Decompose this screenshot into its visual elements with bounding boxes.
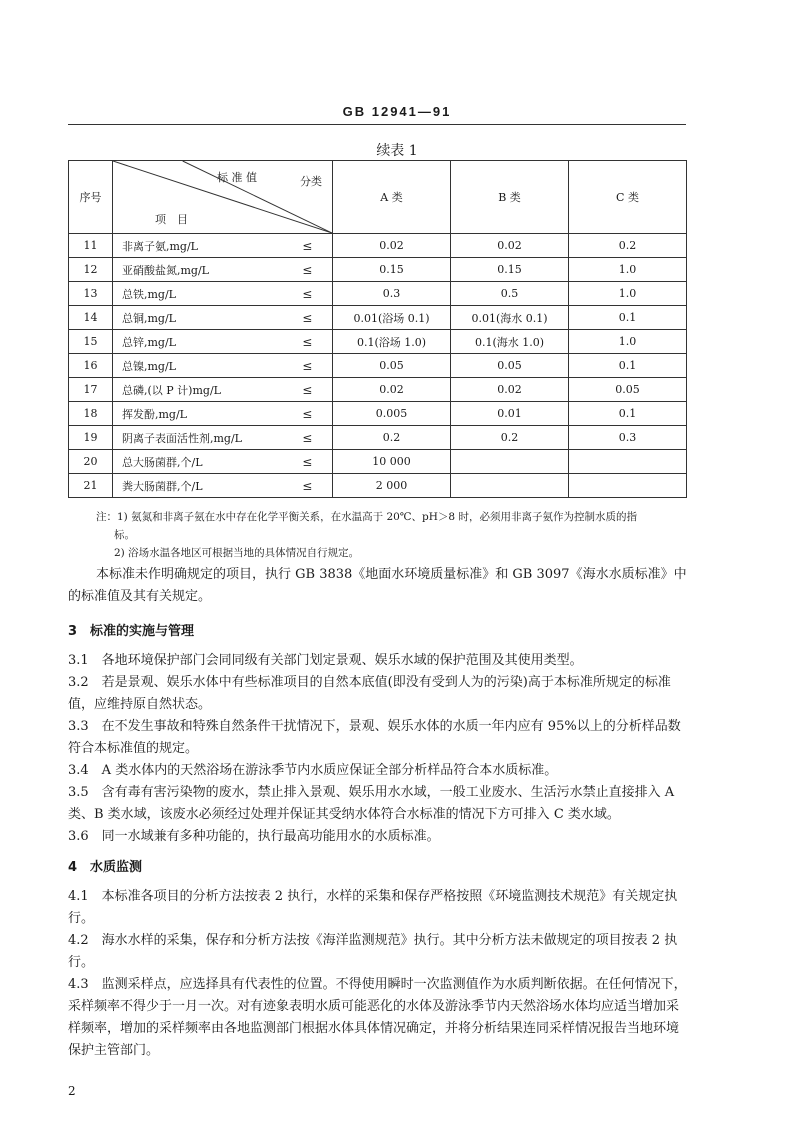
- table-notes: [96, 508, 696, 562]
- row-class-c-value: 0.2: [569, 234, 687, 258]
- row-class-b-value: 0.01: [451, 402, 569, 426]
- row-item: 总锌,mg/L: [113, 330, 283, 354]
- row-class-c-value: [569, 450, 687, 474]
- table-row: [69, 282, 687, 306]
- row-class-b-value: 0.15: [451, 258, 569, 282]
- row-item: 总大肠菌群,个/L: [113, 450, 283, 474]
- table-row: [69, 354, 687, 378]
- row-class-a-value: 0.02: [333, 378, 451, 402]
- header-class-a: A 类: [333, 161, 451, 234]
- clause-3-2: 3.2 若是景观、娱乐水体中有些标准项目的自然本底值(即没有受到人为的污染)高于本标准所规定的标准值，应维持原自然状态。: [68, 675, 671, 712]
- row-operator: ≤: [283, 402, 333, 426]
- standard-header: GB 12941—91: [342, 104, 452, 119]
- header-standard-value: 标 准 值: [217, 171, 257, 184]
- row-number: 19: [69, 426, 113, 450]
- header-diagonal-cell: [113, 161, 333, 234]
- table-row: [69, 330, 687, 354]
- note-1-continued: 标。: [114, 529, 135, 541]
- row-item: 阴离子表面活性剂,mg/L: [113, 426, 283, 450]
- row-number: 18: [69, 402, 113, 426]
- section-3-heading: 3 标准的实施与管理: [68, 624, 195, 639]
- header-category: 分类: [300, 175, 322, 188]
- row-operator: ≤: [283, 450, 333, 474]
- row-class-a-value: 0.3: [333, 282, 451, 306]
- row-item: 总铁,mg/L: [113, 282, 283, 306]
- table-row: [69, 450, 687, 474]
- row-item: 总磷,(以 P 计)mg/L: [113, 378, 283, 402]
- table-row: [69, 402, 687, 426]
- row-class-c-value: 0.1: [569, 402, 687, 426]
- table-row: [69, 306, 687, 330]
- table-row: [69, 258, 687, 282]
- row-class-b-value: 0.02: [451, 378, 569, 402]
- table-row: [69, 474, 687, 498]
- note-1: 注：1) 氨氮和非离子氨在水中存在化学平衡关系，在水温高于 20℃、pH＞8 时，必须用非离子氨作为控制水质的指: [96, 511, 637, 523]
- row-number: 21: [69, 474, 113, 498]
- row-class-b-value: 0.1(海水 1.0): [451, 330, 569, 354]
- header-class-c: C 类: [569, 161, 687, 234]
- row-class-c-value: [569, 474, 687, 498]
- intro-paragraph: 本标准未作明确规定的项目，执行 GB 3838《地面水环境质量标准》和 GB 3097《海水水质标准》中的标准值及其有关规定。: [68, 567, 687, 604]
- clause-4-1: 4.1 本标准各项目的分析方法按表 2 执行，水样的采集和保存严格按照《环境监测技术规范》有关规定执行。: [68, 889, 678, 926]
- clause-3-5: 3.5 含有毒有害污染物的废水，禁止排入景观、娱乐用水水域，一般工业废水、生活污水禁止直接排入 A 类、B 类水域，该废水必须经过处理并保证其受纳水体符合水标准的情况下方可排入 C 类水域。: [68, 785, 675, 822]
- row-class-c-value: 1.0: [569, 258, 687, 282]
- header-class-b: B 类: [451, 161, 569, 234]
- table-header-row: [69, 161, 687, 234]
- clause-3-6: 3.6 同一水域兼有多种功能的，执行最高功能用水的水质标准。: [68, 829, 440, 844]
- row-class-c-value: 1.0: [569, 330, 687, 354]
- row-item: 粪大肠菌群,个/L: [113, 474, 283, 498]
- row-item: 总铜,mg/L: [113, 306, 283, 330]
- row-class-a-value: 0.15: [333, 258, 451, 282]
- table-row: [69, 426, 687, 450]
- row-class-c-value: 0.3: [569, 426, 687, 450]
- header-rule: [68, 124, 686, 125]
- row-operator: ≤: [283, 306, 333, 330]
- row-number: 20: [69, 450, 113, 474]
- row-class-a-value: 0.005: [333, 402, 451, 426]
- row-item: 挥发酚,mg/L: [113, 402, 283, 426]
- row-number: 12: [69, 258, 113, 282]
- row-operator: ≤: [283, 258, 333, 282]
- row-class-c-value: 0.1: [569, 354, 687, 378]
- row-number: 15: [69, 330, 113, 354]
- row-class-b-value: 0.02: [451, 234, 569, 258]
- clause-4-2: 4.2 海水水样的采集，保存和分析方法按《海洋监测规范》执行。其中分析方法未做规定的项目按表 2 执行。: [68, 933, 678, 970]
- row-class-b-value: 0.05: [451, 354, 569, 378]
- row-operator: ≤: [283, 474, 333, 498]
- row-number: 11: [69, 234, 113, 258]
- row-class-a-value: 0.1(浴场 1.0): [333, 330, 451, 354]
- row-class-b-value: [451, 474, 569, 498]
- row-operator: ≤: [283, 426, 333, 450]
- header-item: 项 目: [155, 213, 188, 226]
- row-class-a-value: 10 000: [333, 450, 451, 474]
- clause-3-1: 3.1 各地环境保护部门会同同级有关部门划定景观、娱乐水域的保护范围及其使用类型。: [68, 653, 583, 668]
- header-seq: 序号: [69, 161, 113, 234]
- row-item: 亚硝酸盐氮,mg/L: [113, 258, 283, 282]
- row-operator: ≤: [283, 354, 333, 378]
- table-caption: 续表 1: [376, 143, 418, 159]
- row-number: 14: [69, 306, 113, 330]
- row-operator: ≤: [283, 234, 333, 258]
- row-operator: ≤: [283, 330, 333, 354]
- row-class-b-value: 0.2: [451, 426, 569, 450]
- page-number: 2: [68, 1084, 76, 1098]
- row-number: 13: [69, 282, 113, 306]
- row-class-b-value: [451, 450, 569, 474]
- row-class-c-value: 0.1: [569, 306, 687, 330]
- section-4-heading: 4 水质监测: [68, 860, 143, 875]
- row-class-a-value: 0.2: [333, 426, 451, 450]
- row-class-a-value: 0.02: [333, 234, 451, 258]
- row-item: 总镍,mg/L: [113, 354, 283, 378]
- row-class-a-value: 0.01(浴场 0.1): [333, 306, 451, 330]
- clause-3-4: 3.4 A 类水体内的天然浴场在游泳季节内水质应保证全部分析样品符合本水质标准。: [68, 763, 558, 778]
- row-class-a-value: 2 000: [333, 474, 451, 498]
- clause-3-3: 3.3 在不发生事故和特殊自然条件干扰情况下，景观、娱乐水体的水质一年内应有 95%以上的分析样品数符合本标准值的规定。: [68, 719, 681, 756]
- row-class-c-value: 1.0: [569, 282, 687, 306]
- table-row: [69, 234, 687, 258]
- row-operator: ≤: [283, 378, 333, 402]
- row-item: 非离子氨,mg/L: [113, 234, 283, 258]
- row-class-b-value: 0.5: [451, 282, 569, 306]
- row-number: 17: [69, 378, 113, 402]
- clause-4-3: 4.3 监测采样点，应选择具有代表性的位置。不得使用瞬时一次监测值作为水质判断依据。在任何情况下，采样频率不得少于一月一次。对有迹象表明水质可能恶化的水体及游泳季节内天然浴场水体均应适当增加采样频率，增加的采样频率由各地监测部门根据水体具体情况确定，并将分析结果连同采样情况报告当地环境保护主管部门。: [68, 977, 687, 1058]
- table-row: [69, 378, 687, 402]
- row-class-b-value: 0.01(海水 0.1): [451, 306, 569, 330]
- standard-values-table: [68, 160, 687, 498]
- row-class-c-value: 0.05: [569, 378, 687, 402]
- note-2: 2) 浴场水温各地区可根据当地的具体情况自行规定。: [114, 547, 360, 559]
- row-number: 16: [69, 354, 113, 378]
- table-body: [69, 234, 687, 498]
- row-operator: ≤: [283, 282, 333, 306]
- row-class-a-value: 0.05: [333, 354, 451, 378]
